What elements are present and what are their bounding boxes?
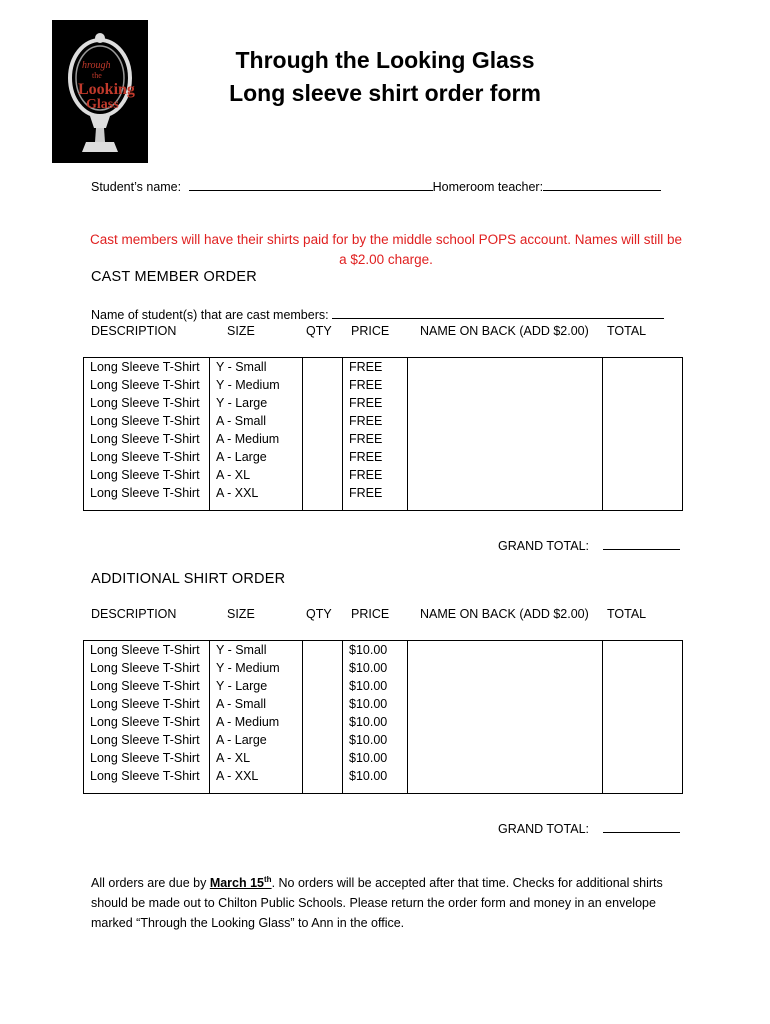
spacer-cell	[603, 785, 683, 794]
qty-cell[interactable]	[303, 713, 343, 731]
total-cell[interactable]	[603, 641, 683, 660]
spacer-cell	[408, 785, 603, 794]
due-date-text: March 15	[209, 876, 265, 891]
homeroom-teacher-field[interactable]	[543, 178, 661, 191]
due-date	[210, 876, 272, 890]
size-cell: A - XL	[210, 466, 303, 484]
col-name-on-back: NAME ON BACK (ADD $2.00)	[420, 324, 589, 338]
description-cell: Long Sleeve T-Shirt	[84, 695, 210, 713]
name-on-back-cell[interactable]	[408, 641, 603, 660]
total-cell[interactable]	[603, 358, 683, 377]
size-cell: Y - Small	[210, 358, 303, 377]
total-cell[interactable]	[603, 430, 683, 448]
homeroom-teacher-label: Homeroom teacher:	[432, 180, 544, 194]
name-on-back-cell[interactable]	[408, 749, 603, 767]
description-cell: Long Sleeve T-Shirt	[84, 448, 210, 466]
col-size: SIZE	[227, 607, 255, 621]
name-on-back-cell[interactable]	[408, 767, 603, 785]
qty-cell[interactable]	[303, 466, 343, 484]
size-cell: A - XXL	[210, 767, 303, 785]
name-on-back-cell[interactable]	[408, 448, 603, 466]
size-cell: Y - Large	[210, 394, 303, 412]
footer-instructions	[91, 870, 671, 933]
total-cell[interactable]	[603, 448, 683, 466]
qty-cell[interactable]	[303, 749, 343, 767]
logo	[52, 20, 148, 163]
table-row	[84, 731, 683, 749]
price-cell: $10.00	[343, 659, 408, 677]
cast-column-headers	[0, 324, 770, 340]
size-cell: A - Medium	[210, 430, 303, 448]
size-cell: A - Small	[210, 412, 303, 430]
qty-cell[interactable]	[303, 641, 343, 660]
additional-grand-total-label: GRAND TOTAL:	[498, 822, 589, 836]
due-date-suffix: th	[264, 875, 272, 884]
price-cell: FREE	[343, 412, 408, 430]
table-row	[84, 430, 683, 448]
description-cell: Long Sleeve T-Shirt	[84, 767, 210, 785]
col-qty: QTY	[306, 324, 332, 338]
additional-column-headers	[0, 607, 770, 623]
cast-section-title: CAST MEMBER ORDER	[91, 269, 257, 285]
spacer-cell	[210, 785, 303, 794]
table-row	[84, 358, 683, 377]
spacer-cell	[408, 502, 603, 511]
description-cell: Long Sleeve T-Shirt	[84, 412, 210, 430]
table-row	[84, 484, 683, 502]
qty-cell[interactable]	[303, 358, 343, 377]
cast-names-field[interactable]	[332, 306, 664, 319]
size-cell: Y - Medium	[210, 376, 303, 394]
size-cell: A - XL	[210, 749, 303, 767]
size-cell: A - Medium	[210, 713, 303, 731]
qty-cell[interactable]	[303, 376, 343, 394]
spacer-cell	[84, 502, 210, 511]
table-row	[84, 412, 683, 430]
price-cell: $10.00	[343, 713, 408, 731]
name-on-back-cell[interactable]	[408, 412, 603, 430]
col-total: TOTAL	[607, 607, 647, 621]
total-cell[interactable]	[603, 659, 683, 677]
student-name-label: Student’s name:	[91, 180, 182, 194]
total-cell[interactable]	[603, 412, 683, 430]
additional-grand-total-field[interactable]	[603, 820, 680, 833]
qty-cell[interactable]	[303, 430, 343, 448]
price-cell: $10.00	[343, 749, 408, 767]
spacer-cell	[303, 502, 343, 511]
table-row	[84, 448, 683, 466]
title-line-1: Through the Looking Glass	[235, 47, 535, 73]
qty-cell[interactable]	[303, 412, 343, 430]
total-cell[interactable]	[603, 713, 683, 731]
cast-names-row	[91, 306, 664, 322]
size-cell: Y - Medium	[210, 659, 303, 677]
total-cell[interactable]	[603, 749, 683, 767]
title-line-2: Long sleeve shirt order form	[229, 80, 541, 106]
description-cell: Long Sleeve T-Shirt	[84, 466, 210, 484]
footer-intro: All orders are due by	[91, 876, 210, 891]
cast-order-table	[83, 357, 683, 511]
table-row	[84, 376, 683, 394]
qty-cell[interactable]	[303, 695, 343, 713]
col-description: DESCRIPTION	[91, 324, 177, 338]
total-cell[interactable]	[603, 484, 683, 502]
spacer-cell	[84, 785, 210, 794]
total-cell[interactable]	[603, 376, 683, 394]
description-cell: Long Sleeve T-Shirt	[84, 731, 210, 749]
price-cell: FREE	[343, 466, 408, 484]
table-row	[84, 767, 683, 785]
description-cell: Long Sleeve T-Shirt	[84, 641, 210, 660]
price-cell: $10.00	[343, 695, 408, 713]
svg-text:Looking: Looking	[78, 81, 135, 98]
col-price: PRICE	[351, 607, 390, 621]
qty-cell[interactable]	[303, 394, 343, 412]
description-cell: Long Sleeve T-Shirt	[84, 659, 210, 677]
total-cell[interactable]	[603, 695, 683, 713]
description-cell: Long Sleeve T-Shirt	[84, 394, 210, 412]
total-cell[interactable]	[603, 767, 683, 785]
additional-order-table	[83, 640, 683, 794]
cast-notice: Cast members will have their shirts paid for by the middle school POPS account. Names will still be a $2.00 charge.	[90, 232, 682, 267]
description-cell: Long Sleeve T-Shirt	[84, 713, 210, 731]
name-on-back-cell[interactable]	[408, 430, 603, 448]
table-row	[84, 659, 683, 677]
col-name-on-back: NAME ON BACK (ADD $2.00)	[420, 607, 589, 621]
size-cell: A - Large	[210, 448, 303, 466]
spacer-cell	[343, 785, 408, 794]
col-total: TOTAL	[607, 324, 647, 338]
price-cell: $10.00	[343, 731, 408, 749]
spacer-cell	[603, 502, 683, 511]
table-row	[84, 677, 683, 695]
table-spacer-row	[84, 502, 683, 511]
description-cell: Long Sleeve T-Shirt	[84, 358, 210, 377]
qty-cell[interactable]	[303, 448, 343, 466]
description-cell: Long Sleeve T-Shirt	[84, 376, 210, 394]
page-title	[180, 44, 590, 110]
name-on-back-cell[interactable]	[408, 677, 603, 695]
total-cell[interactable]	[603, 394, 683, 412]
description-cell: Long Sleeve T-Shirt	[84, 677, 210, 695]
table-row	[84, 466, 683, 484]
size-cell: A - XXL	[210, 484, 303, 502]
additional-section-title: ADDITIONAL SHIRT ORDER	[91, 571, 286, 587]
spacer-cell	[343, 502, 408, 511]
mirror-icon	[52, 20, 148, 163]
student-name-field[interactable]	[189, 178, 433, 191]
price-cell: FREE	[343, 394, 408, 412]
student-info-row	[91, 178, 661, 194]
table-row	[84, 394, 683, 412]
price-cell: FREE	[343, 484, 408, 502]
name-on-back-cell[interactable]	[408, 466, 603, 484]
size-cell: A - Large	[210, 731, 303, 749]
price-cell: $10.00	[343, 767, 408, 785]
size-cell: Y - Small	[210, 641, 303, 660]
qty-cell[interactable]	[303, 767, 343, 785]
price-cell: $10.00	[343, 677, 408, 695]
total-cell[interactable]	[603, 731, 683, 749]
description-cell: Long Sleeve T-Shirt	[84, 749, 210, 767]
name-on-back-cell[interactable]	[408, 695, 603, 713]
spacer-cell	[210, 502, 303, 511]
additional-grand-total	[498, 820, 680, 836]
cast-names-label: Name of student(s) that are cast members:	[91, 308, 329, 322]
name-on-back-cell[interactable]	[408, 394, 603, 412]
cast-grand-total-field[interactable]	[603, 537, 680, 550]
name-on-back-cell[interactable]	[408, 713, 603, 731]
cast-grand-total-label: GRAND TOTAL:	[498, 539, 589, 553]
qty-cell[interactable]	[303, 484, 343, 502]
svg-text:Glass: Glass	[86, 97, 119, 112]
table-spacer-row	[84, 785, 683, 794]
name-on-back-cell[interactable]	[408, 484, 603, 502]
table-row	[84, 695, 683, 713]
total-cell[interactable]	[603, 466, 683, 484]
svg-text:the: the	[92, 71, 102, 80]
col-qty: QTY	[306, 607, 332, 621]
qty-cell[interactable]	[303, 731, 343, 749]
svg-text:hrough: hrough	[82, 60, 111, 71]
col-price: PRICE	[351, 324, 390, 338]
total-cell[interactable]	[603, 677, 683, 695]
col-description: DESCRIPTION	[91, 607, 177, 621]
price-cell: FREE	[343, 358, 408, 377]
name-on-back-cell[interactable]	[408, 358, 603, 377]
table-row	[84, 749, 683, 767]
size-cell: Y - Large	[210, 677, 303, 695]
name-on-back-cell[interactable]	[408, 659, 603, 677]
price-cell: FREE	[343, 448, 408, 466]
name-on-back-cell[interactable]	[408, 376, 603, 394]
price-cell: FREE	[343, 376, 408, 394]
cast-grand-total	[498, 537, 680, 553]
footer-text: . No orders will be accepted after that time. Checks for additional shirts should be made out to Chilton Public Schools. Please return the order form and money in an envelope marked “Through the Looking Glass” to Ann in the office.	[91, 876, 663, 931]
table-row	[84, 641, 683, 660]
price-cell: $10.00	[343, 641, 408, 660]
table-row	[84, 713, 683, 731]
price-cell: FREE	[343, 430, 408, 448]
qty-cell[interactable]	[303, 659, 343, 677]
name-on-back-cell[interactable]	[408, 731, 603, 749]
spacer-cell	[303, 785, 343, 794]
description-cell: Long Sleeve T-Shirt	[84, 430, 210, 448]
col-size: SIZE	[227, 324, 255, 338]
size-cell: A - Small	[210, 695, 303, 713]
qty-cell[interactable]	[303, 677, 343, 695]
description-cell: Long Sleeve T-Shirt	[84, 484, 210, 502]
